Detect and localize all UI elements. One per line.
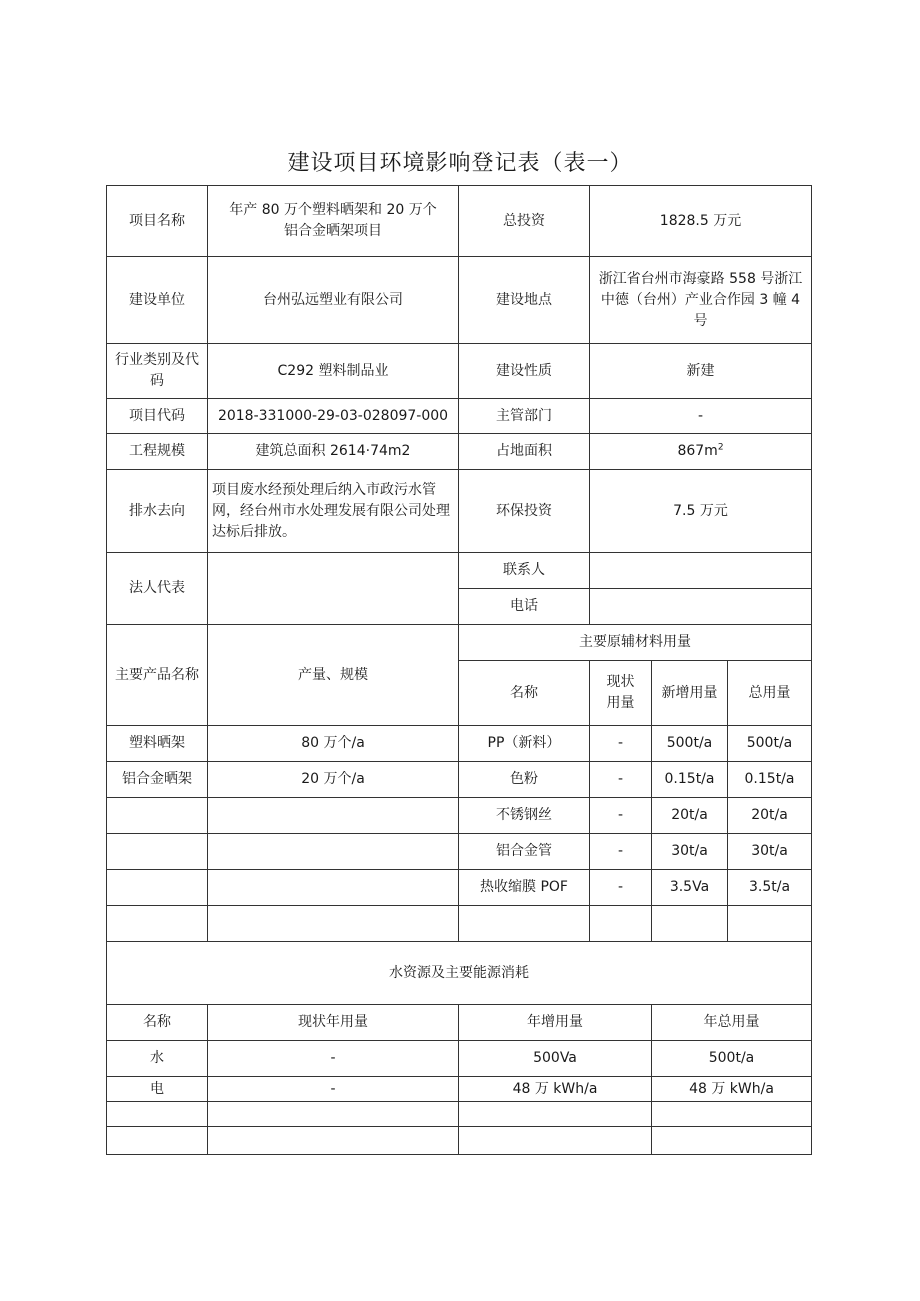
material-new: 30t/a	[652, 834, 728, 870]
label-scale: 工程规模	[107, 434, 208, 470]
material-name: 铝合金管	[459, 834, 590, 870]
energy-current: -	[208, 1041, 459, 1077]
value-legal-rep	[208, 553, 459, 625]
table-row	[107, 1102, 812, 1127]
energy-new	[459, 1127, 652, 1155]
label-nature: 建设性质	[459, 344, 590, 399]
header-material-new: 新增用量	[652, 661, 728, 726]
energy-total	[652, 1127, 812, 1155]
value-contact	[590, 553, 812, 589]
table-row	[107, 1077, 812, 1102]
header-energy-total: 年总用量	[652, 1005, 812, 1041]
value-phone	[590, 589, 812, 625]
material-name: 热收缩膜 POF	[459, 870, 590, 906]
value-area	[590, 434, 812, 470]
table-row	[107, 906, 812, 942]
table-row	[107, 798, 812, 834]
product-output: 80 万个/a	[208, 726, 459, 762]
label-legal-rep: 法人代表	[107, 553, 208, 625]
material-new: 3.5Va	[652, 870, 728, 906]
label-project-code: 项目代码	[107, 399, 208, 434]
header-materials: 主要原辅材料用量	[459, 625, 812, 661]
product-output	[208, 870, 459, 906]
row-builder	[107, 257, 812, 344]
table-row	[107, 1127, 812, 1155]
value-nature: 新建	[590, 344, 812, 399]
material-total: 30t/a	[728, 834, 812, 870]
product-name	[107, 906, 208, 942]
value-env-investment: 7.5 万元	[590, 470, 812, 553]
registration-table	[106, 185, 812, 1155]
value-project-code: 2018-331000-29-03-028097-000	[208, 399, 459, 434]
material-current: -	[590, 726, 652, 762]
energy-name: 水	[107, 1041, 208, 1077]
energy-section-title: 水资源及主要能源消耗	[107, 942, 812, 1005]
area-unit-exponent: 2	[717, 442, 724, 453]
label-industry: 行业类别及代码	[107, 344, 208, 399]
energy-total: 500t/a	[652, 1041, 812, 1077]
row-project-name	[107, 186, 812, 257]
header-output: 产量、规模	[208, 625, 459, 726]
material-new	[652, 906, 728, 942]
product-output	[208, 834, 459, 870]
label-location: 建设地点	[459, 257, 590, 344]
material-current: -	[590, 798, 652, 834]
header-energy-name: 名称	[107, 1005, 208, 1041]
label-builder: 建设单位	[107, 257, 208, 344]
row-contact	[107, 553, 812, 589]
material-current: -	[590, 762, 652, 798]
product-name	[107, 798, 208, 834]
product-name	[107, 870, 208, 906]
material-total: 0.15t/a	[728, 762, 812, 798]
header-material-current: 现状用量	[590, 661, 652, 726]
row-energy-title	[107, 942, 812, 1005]
energy-current	[208, 1127, 459, 1155]
material-name: 不锈钢丝	[459, 798, 590, 834]
energy-new	[459, 1102, 652, 1127]
material-new: 0.15t/a	[652, 762, 728, 798]
label-area: 占地面积	[459, 434, 590, 470]
value-location: 浙江省台州市海豪路 558 号浙江中德（台州）产业合作园 3 幢 4 号	[590, 257, 812, 344]
energy-total: 48 万 kWh/a	[652, 1077, 812, 1102]
value-project-name: 年产 80 万个塑料晒架和 20 万个铝合金晒架项目	[208, 186, 459, 257]
label-env-investment: 环保投资	[459, 470, 590, 553]
energy-new: 48 万 kWh/a	[459, 1077, 652, 1102]
product-name: 铝合金晒架	[107, 762, 208, 798]
material-current: -	[590, 834, 652, 870]
table-row	[107, 762, 812, 798]
row-scale	[107, 434, 812, 470]
energy-name	[107, 1127, 208, 1155]
material-total: 500t/a	[728, 726, 812, 762]
product-output: 20 万个/a	[208, 762, 459, 798]
label-authority: 主管部门	[459, 399, 590, 434]
table-row	[107, 1041, 812, 1077]
energy-name: 电	[107, 1077, 208, 1102]
product-output	[208, 798, 459, 834]
row-project-code	[107, 399, 812, 434]
value-builder: 台州弘远塑业有限公司	[208, 257, 459, 344]
material-new: 500t/a	[652, 726, 728, 762]
page-title: 建设项目环境影响登记表（表一）	[287, 151, 633, 176]
header-product-name: 主要产品名称	[107, 625, 208, 726]
header-energy-new: 年增用量	[459, 1005, 652, 1041]
row-energy-header	[107, 1005, 812, 1041]
value-total-investment: 1828.5 万元	[590, 186, 812, 257]
label-drainage: 排水去向	[107, 470, 208, 553]
energy-name	[107, 1102, 208, 1127]
label-project-name: 项目名称	[107, 186, 208, 257]
label-phone: 电话	[459, 589, 590, 625]
product-name	[107, 834, 208, 870]
label-total-investment: 总投资	[459, 186, 590, 257]
energy-new: 500Va	[459, 1041, 652, 1077]
label-contact: 联系人	[459, 553, 590, 589]
material-current	[590, 906, 652, 942]
header-energy-current: 现状年用量	[208, 1005, 459, 1041]
table-row	[107, 870, 812, 906]
material-new: 20t/a	[652, 798, 728, 834]
value-industry: C292 塑料制品业	[208, 344, 459, 399]
material-name	[459, 906, 590, 942]
table-row	[107, 726, 812, 762]
material-total: 3.5t/a	[728, 870, 812, 906]
energy-total	[652, 1102, 812, 1127]
product-output	[208, 906, 459, 942]
energy-current	[208, 1102, 459, 1127]
material-name: 色粉	[459, 762, 590, 798]
material-name: PP（新料）	[459, 726, 590, 762]
material-total	[728, 906, 812, 942]
row-products-header	[107, 625, 812, 661]
material-total: 20t/a	[728, 798, 812, 834]
row-industry	[107, 344, 812, 399]
table-row	[107, 834, 812, 870]
row-drainage	[107, 470, 812, 553]
value-drainage: 项目废水经预处理后纳入市政污水管网，经台州市水处理发展有限公司处理达标后排放。	[208, 470, 459, 553]
material-current: -	[590, 870, 652, 906]
value-authority: -	[590, 399, 812, 434]
header-material-total: 总用量	[728, 661, 812, 726]
product-name: 塑料晒架	[107, 726, 208, 762]
area-number: 867m	[677, 443, 718, 459]
energy-current: -	[208, 1077, 459, 1102]
header-material-name: 名称	[459, 661, 590, 726]
value-scale: 建筑总面积 2614·74m2	[208, 434, 459, 470]
